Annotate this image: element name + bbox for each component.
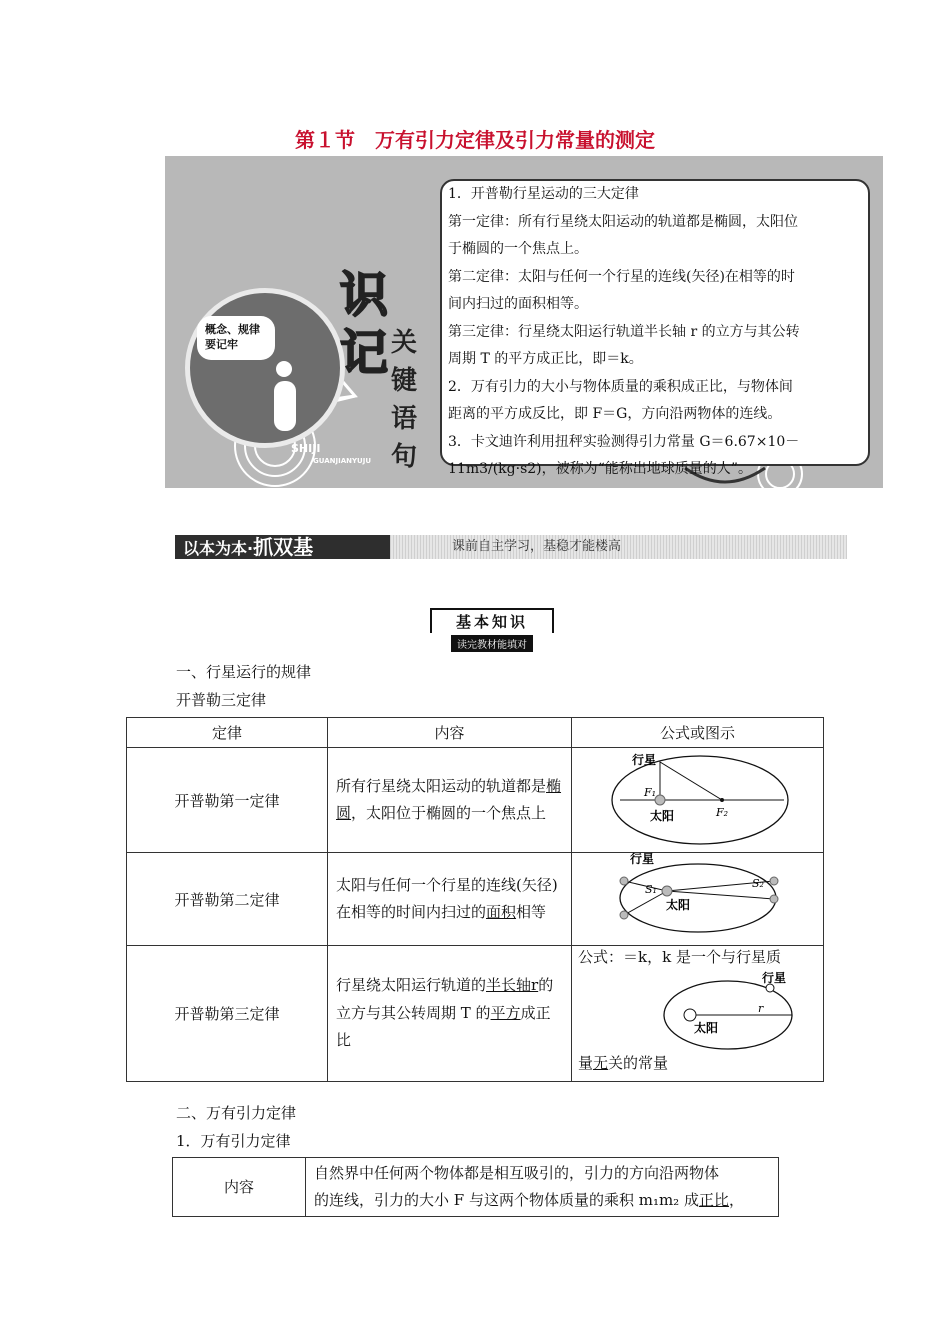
small-char-2: 键 [390,366,417,396]
content-text: 太阳与任何一个行星的连线(矢径)在相等的时间内扫过的 [336,875,558,921]
gravity-line2 [314,1187,770,1214]
f1-label: F₁ [644,786,657,799]
formula-text: 关的常量 [608,1054,669,1072]
basic-knowledge-title: 基本知识 [430,608,554,633]
content-underline: 平方 [490,1003,521,1022]
r-label: r [758,1002,764,1015]
planet-label: 行星 [632,753,657,767]
law-name: 开普勒第一定律 [127,748,328,853]
big-char-2: 记 [340,325,389,381]
page-title: 第１节 万有引力定律及引力常量的测定 [295,128,655,152]
small-char-3: 语 [390,404,417,434]
concept-note-line1: 概念、规律 [205,323,260,336]
guanjian-label: GUANJIANYUJU [313,457,372,465]
law-content [328,946,572,1082]
table-header-row [127,718,824,748]
key-line: 1．开普勒行星运动的三大定律 [448,186,639,202]
gravity-text: ， [728,1191,744,1209]
key-line: 间内扫过的面积相等。 [448,296,588,312]
s1-label: S₁ [645,883,657,896]
key-line: 第三定律：行星绕太阳运行轨道半长轴 r 的立方与其公转 [448,323,800,340]
section-strip [175,535,847,559]
key-line: 于椭圆的一个焦点上。 [448,241,588,257]
key-line: 第一定律：所有行星绕太阳运动的轨道都是椭圆，太阳位 [448,213,798,230]
gravity-content [306,1158,779,1217]
person-icon [262,361,312,441]
content-underline: 半长轴r [486,976,539,995]
gravity-table [172,1157,779,1217]
key-line: 第二定律：太阳与任何一个行星的连线(矢径)在相等的时 [448,268,795,285]
gravity-line1: 自然界中任何两个物体都是相互吸引的，引力的方向沿两物体 [314,1164,720,1182]
table-row [127,853,824,946]
table-row [127,748,824,853]
section2-sub: 1．万有引力定律 [176,1132,291,1150]
formula-text: 量 [578,1054,594,1072]
content-text: 的立方与其公转周期 T 的 [336,976,554,1022]
law-formula-cell [572,946,824,1082]
sun-label: 太阳 [694,1021,719,1035]
content-text: 行星绕太阳运行轨道的 [336,976,487,995]
content-text: ，太阳位于椭圆的一个焦点上 [351,804,547,822]
content-text: 相等 [516,903,547,921]
sun-label: 太阳 [650,809,675,823]
concept-bubble [185,288,345,448]
key-sentences-banner [165,156,883,488]
content-underline: 椭圆 [336,776,562,822]
formula-end [572,1052,823,1074]
content-text: 所有行星绕太阳运动的轨道都是 [336,776,547,795]
small-char-4: 句 [390,442,417,472]
ellipse-focus-figure [572,748,822,848]
basic-knowledge-sub: 读完教材能填对 [451,635,533,652]
shiji-label: SHIJI [291,442,321,455]
section1-heading: 一、行星运行的规律 [176,663,312,681]
law-content [328,853,572,946]
table-row [173,1158,779,1217]
key-line: 11m3/(kg·s2)，被称为“能称出地球质量的人”。 [448,461,752,477]
content-underline: 面积 [486,903,517,921]
sun-label: 太阳 [666,898,691,912]
gravity-underline: 正比 [698,1191,729,1209]
strip-subtitle: 课前自主学习，基稳才能楼高 [452,539,622,554]
concept-note [197,316,275,360]
kepler-table [126,717,824,1082]
table-row [127,946,824,1082]
section2-heading: 二、万有引力定律 [176,1104,297,1122]
content-text: 成正比 [336,1003,551,1050]
key-line: 距离的平方成反比，即 F＝G，方向沿两物体的连线。 [448,406,782,422]
strip-label-part2: 抓双基 [253,535,314,559]
formula-line: 公式：＝k，k 是一个与行星质 [578,948,781,966]
small-char-1: 关 [390,328,417,358]
orbit-radius-figure [572,968,822,1052]
formula-underline: 无 [593,1054,609,1072]
strip-label [175,535,390,559]
header-content: 内容 [328,718,572,748]
section1-sub: 开普勒三定律 [176,691,267,709]
header-formula: 公式或图示 [572,718,824,748]
law-figure [572,748,824,853]
law-figure [572,853,824,946]
law-content [328,748,572,853]
basic-knowledge-badge [430,608,554,651]
planet-label: 行星 [762,971,787,985]
key-line: 周期 T 的平方成正比，即＝k。 [448,351,643,367]
planet-label: 行星 [630,852,655,866]
key-sentences-box [440,179,870,477]
law-name: 开普勒第三定律 [127,946,328,1082]
key-line: 3．卡文迪许利用扭秤实验测得引力常量 G＝6.67×10－ [448,433,800,450]
gravity-text: 的连线，引力的大小 F 与这两个物体质量的乘积 m₁m₂ 成 [314,1191,699,1209]
key-line: 2．万有引力的大小与物体质量的乘积成正比，与物体间 [448,378,793,395]
law-name: 开普勒第二定律 [127,853,328,946]
area-sweep-figure [572,853,822,941]
strip-label-part1: 以本为本· [183,539,254,558]
f2-label: F₂ [716,806,729,819]
s2-label: S₂ [752,877,764,890]
header-law: 定律 [127,718,328,748]
gravity-label: 内容 [173,1158,306,1217]
big-char-1: 识 [340,267,389,323]
concept-note-line2: 要记牢 [205,338,238,351]
